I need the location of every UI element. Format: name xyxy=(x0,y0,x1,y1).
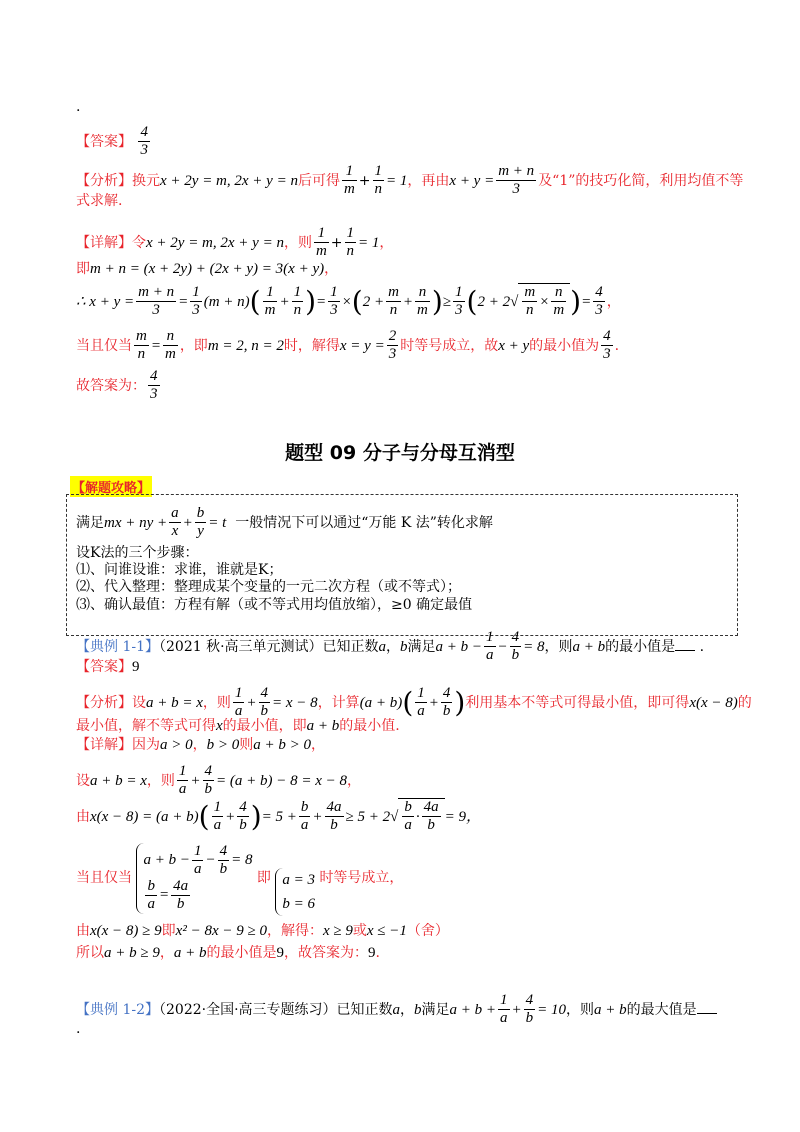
math-expr: a xyxy=(392,1001,401,1018)
math-expr: b xyxy=(400,638,408,655)
math-expr: = 8 xyxy=(231,851,253,868)
math-expr: a > 0 xyxy=(160,737,193,753)
fraction-1-over-m: $\frac{1}{m}$ xyxy=(315,225,327,260)
math-expr: b xyxy=(414,1001,422,1018)
text: ，即 xyxy=(179,337,208,354)
math-expr: x² − 8x − 9 ≥ 0 xyxy=(175,923,267,939)
text: 利用基本不等式可得最小值，即可得 xyxy=(465,694,690,711)
text: ， xyxy=(311,737,325,753)
ex1-detail-line xyxy=(76,738,325,753)
text: 的最小值为 xyxy=(529,337,600,354)
detail-label: 【详解】 xyxy=(76,234,132,251)
math-expr: = 5 + xyxy=(261,808,297,825)
example-label: 【典例 1-1】 xyxy=(76,638,159,655)
math-expr: = 9， xyxy=(444,808,482,825)
box-line-3: ⑴、问谁设谁：求谁，谁就是K； xyxy=(76,562,283,578)
text: 则 xyxy=(239,737,254,753)
math-expr: x(x − 8) xyxy=(689,694,738,711)
solution-system xyxy=(275,868,315,916)
text: ，则 xyxy=(146,772,175,789)
math-expr: x + y = xyxy=(449,172,495,189)
text: 的最小值. xyxy=(339,718,400,734)
text: 的最大值是 xyxy=(626,1001,697,1018)
text: 时等号成立，故 xyxy=(400,337,499,354)
ex1-analysis-line: 【分析】设a + b = x，则 $\frac{1}{a}$ + $\frac{4}{b}$ = x − 8，计算(a + b)( $\frac{1}{a}$ + $\frac{4}{b}$ )利用基本不等式可得最小值，即可得x(x − 8)的 xyxy=(76,685,752,720)
ex1-you-line: 由x(x − 8) = (a + b)( $\frac{1}{a}$ + $\frac{4}{b}$ )= 5 + $\frac{b}{a}$ + $\frac{4a}{b}$ ≥ 5 + 2√ $\frac{b}{a}$ · $\frac{4a}{b}$ = 9， xyxy=(76,799,482,834)
box-line-2: 设K法的三个步骤： xyxy=(76,545,199,561)
math-expr: a + b xyxy=(306,718,340,734)
ex1-answer-line xyxy=(76,660,140,675)
stray-dot: . xyxy=(76,99,81,115)
text: 的 xyxy=(737,694,752,711)
text: 设 xyxy=(132,694,146,711)
math-expr: a + b − xyxy=(143,851,190,868)
math-expr: a + b = x xyxy=(90,772,147,789)
text: 的最小值是 xyxy=(206,945,277,961)
fraction: $\frac{m + n}{3}$ xyxy=(138,284,175,319)
analysis-line: 【分析】换元x + 2y = m, 2x + y = n后可得 $\frac{1}{m}$ + $\frac{1}{n}$ = 1，再由x + y = $\frac{m + n}{3}$ 及“1”的技巧化简，利用均值不等 xyxy=(76,163,744,198)
fraction: $\frac{1}{3}$ xyxy=(192,284,200,319)
text: 的最小值是 xyxy=(605,638,676,655)
math-expr: x ≤ −1 xyxy=(366,923,407,939)
text: ，故答案为： xyxy=(283,945,368,961)
math-expr: m = 2, n = 2 xyxy=(207,337,284,354)
text: 时等号成立， xyxy=(319,870,404,886)
math-expr: = (a + b) − 8 = x − 8 xyxy=(216,772,348,789)
ex1-you2-line xyxy=(76,924,449,939)
math-expr: = 1 xyxy=(358,234,380,251)
text: ， xyxy=(192,737,207,753)
text: ，则 xyxy=(544,638,573,655)
text: ， xyxy=(159,945,174,961)
equation-system: a + b − $\frac{1}{a}$ − $\frac{4}{b}$ = 8 $\frac{b}{a}$ = $\frac{4a}{b}$ xyxy=(136,843,252,914)
fraction-1-over-n: $\frac{1}{n}$ xyxy=(346,225,355,260)
math-expr: = xyxy=(158,887,170,904)
fraction-m-plus-n-over-3: $\frac{m + n}{3}$ xyxy=(498,163,535,198)
answer-blank xyxy=(697,1013,717,1014)
detail-line: 【详解】令x + 2y = m, 2x + y = n，则 $\frac{1}{m}$ + $\frac{1}{n}$ = 1， xyxy=(76,225,394,260)
section-title: 题型 09 分子与分母互消型 xyxy=(285,442,515,464)
answer-fraction: $\frac{4}{3}$ xyxy=(150,368,158,403)
math-expr: x + 2y = m, 2x + y = n xyxy=(146,234,284,251)
answer-line xyxy=(76,124,152,160)
text: 最小值，解不等式可得 xyxy=(76,718,216,734)
math-expr: a + b > 0 xyxy=(253,737,311,753)
text: 即 xyxy=(256,870,271,886)
ex1-she-line: 设a + b = x，则 $\frac{1}{a}$ + $\frac{4}{b}$ = (a + b) − 8 = x − 8， xyxy=(76,763,362,798)
text: 满足 xyxy=(76,514,104,531)
answer-value: 9 xyxy=(132,659,140,675)
math-expr: x = y = xyxy=(339,337,385,354)
example-label: 【典例 1-2】 xyxy=(76,1001,159,1018)
math-expr: a + b xyxy=(594,1001,627,1018)
math-expr: 9 xyxy=(276,945,284,961)
math-expr: x(x − 8) = (a + b) xyxy=(90,808,199,825)
detail-label: 【详解】 xyxy=(76,737,132,753)
ex1-suoyi-line xyxy=(76,946,380,961)
box-line-1: 满足mx + ny + $\frac{a}{x}$ + $\frac{b}{y}$ = t 一般情况下可以通过“万能 K 法”转化求解 xyxy=(76,505,493,540)
math-expr: = 1 xyxy=(386,172,408,189)
text: ，则 xyxy=(566,1001,595,1018)
analysis-label: 【分析】 xyxy=(76,172,132,189)
analysis-text: 后可得 xyxy=(297,172,340,189)
text: 当且仅当 xyxy=(76,337,132,354)
math-expr: x(x − 8) ≥ 9 xyxy=(90,923,162,939)
math-expr: a + b = x xyxy=(146,694,203,711)
ji-line xyxy=(76,262,338,277)
answer-fraction: $\frac{4}{3}$ xyxy=(140,124,148,159)
math-expr: ≥ 5 + 2 xyxy=(345,808,391,825)
math-expr: a xyxy=(378,638,387,655)
box-line-5: ⑶、确认最值：方程有解（或不等式用均值放缩），≥0 确定最值 xyxy=(76,597,473,613)
math-expr: = x − 8 xyxy=(272,694,318,711)
text: . xyxy=(375,945,380,961)
analysis-text: ，再由 xyxy=(407,172,450,189)
math-expr: = t xyxy=(208,514,227,531)
math-expr: mx + ny + xyxy=(104,514,168,531)
math-expr: x xyxy=(216,718,223,734)
math-expr: x + y xyxy=(498,337,530,354)
text: 设 xyxy=(76,772,90,789)
analysis-line-2: 式求解. xyxy=(76,193,123,209)
math-expr: a + b ≥ 9 xyxy=(104,945,160,961)
therefore-line: ∴ x + y = $\frac{m + n}{3}$ = $\frac{1}{3}$ (m + n)( $\frac{1}{m}$ + $\frac{1}{n}$ )= $\frac{1}{3}$ ×(2 + $\frac{m}{n}$ + $\frac{n}{m}$ )≥ $\frac{1}{3}$ (2 + 2√ $\frac{m}{n}$ × $\frac{n}{m}$ )= $\frac{4}{3}$ ， xyxy=(76,284,621,319)
math-expr: a = 3 xyxy=(282,872,315,888)
strategy-label: 【解题攻略】 xyxy=(70,476,152,497)
math-expr: ∴ x + y = xyxy=(76,293,135,310)
ex1-analysis-line-2 xyxy=(76,719,400,734)
math-expr: x + 2y = m, 2x + y = n xyxy=(160,172,298,189)
math-expr: = 8 xyxy=(523,638,545,655)
ex1-dang-line xyxy=(76,840,403,916)
text: 满足 xyxy=(421,1001,450,1018)
text: （2022·全国·高三专题练习）已知正数 xyxy=(159,1001,393,1018)
text: ，则 xyxy=(202,694,231,711)
fraction-1-over-m: $\frac{1}{m}$ xyxy=(343,163,355,198)
answer-label: 【答案】 xyxy=(76,659,132,675)
text: 时，解得 xyxy=(283,337,340,354)
text: 当且仅当 xyxy=(76,870,132,886)
detail-text: ，则 xyxy=(283,234,312,251)
guda-line xyxy=(76,368,162,404)
text: ，解得： xyxy=(266,923,323,939)
example-1-1-line: 【典例 1-1】（2021 秋·高三单元测试）已知正数a，b满足a + b − $\frac{1}{a}$ − $\frac{4}{b}$ = 8，则a + b的最小值是 . xyxy=(76,629,705,664)
text: ， xyxy=(347,772,362,789)
math-expr: m + n = (x + 2y) + (2x + y) = 3(x + y) xyxy=(90,261,325,277)
detail-text: ， xyxy=(379,234,394,251)
math-expr: a + b xyxy=(572,638,606,655)
text: 一般情况下可以通过“万能 K 法”转化求解 xyxy=(235,514,493,531)
math-expr: a + b − xyxy=(435,638,483,655)
math-expr: a + b + xyxy=(449,1001,497,1018)
text: ，计算 xyxy=(317,694,360,711)
text: 或 xyxy=(352,923,367,939)
analysis-text: 及“1”的技巧化简，利用均值不等 xyxy=(538,172,744,189)
analysis-text: 换元 xyxy=(132,172,160,189)
text: 满足 xyxy=(407,638,436,655)
answer-label: 【答案】 xyxy=(76,133,132,150)
text: 即 xyxy=(76,261,90,277)
text: （2021 秋·高三单元测试）已知正数 xyxy=(159,638,379,655)
text: 故答案为： xyxy=(76,377,146,394)
text: 由 xyxy=(76,923,90,939)
text: ， xyxy=(386,638,401,655)
text: （舍） xyxy=(406,923,449,939)
math-expr: b > 0 xyxy=(206,737,240,753)
text: 即 xyxy=(161,923,176,939)
text: 因为 xyxy=(132,737,160,753)
answer-blank xyxy=(675,650,695,651)
math-expr: 9 xyxy=(367,945,376,961)
math-expr: x ≥ 9 xyxy=(322,923,353,939)
stray-dot: . xyxy=(76,1021,81,1037)
math-expr: b = 6 xyxy=(282,896,315,912)
text: ， xyxy=(400,1001,415,1018)
math-expr: = 10 xyxy=(537,1001,567,1018)
dang-line: 当且仅当 $\frac{m}{n}$ = $\frac{n}{m}$ ，即m = 2, n = 2时，解得x = y = $\frac{2}{3}$ 时等号成立，故x + y的最小值为 $\frac{4}{3}$ . xyxy=(76,328,620,363)
text: 由 xyxy=(76,808,90,825)
text: 的最小值，即 xyxy=(222,718,307,734)
analysis-label: 【分析】 xyxy=(76,694,132,711)
math-expr: a + b xyxy=(173,945,207,961)
example-1-2-line: 【典例 1-2】（2022·全国·高三专题练习）已知正数a，b满足a + b + $\frac{1}{a}$ + $\frac{4}{b}$ = 10，则a + b的最大值是 xyxy=(76,992,717,1028)
box-line-4: ⑵、代入整理：整理成某个变量的一元二次方程（或不等式）； xyxy=(76,579,461,595)
text: ， xyxy=(324,261,339,277)
text: 所以 xyxy=(76,945,104,961)
detail-text: 令 xyxy=(132,234,146,251)
fraction-1-over-n: $\frac{1}{n}$ xyxy=(374,163,383,198)
